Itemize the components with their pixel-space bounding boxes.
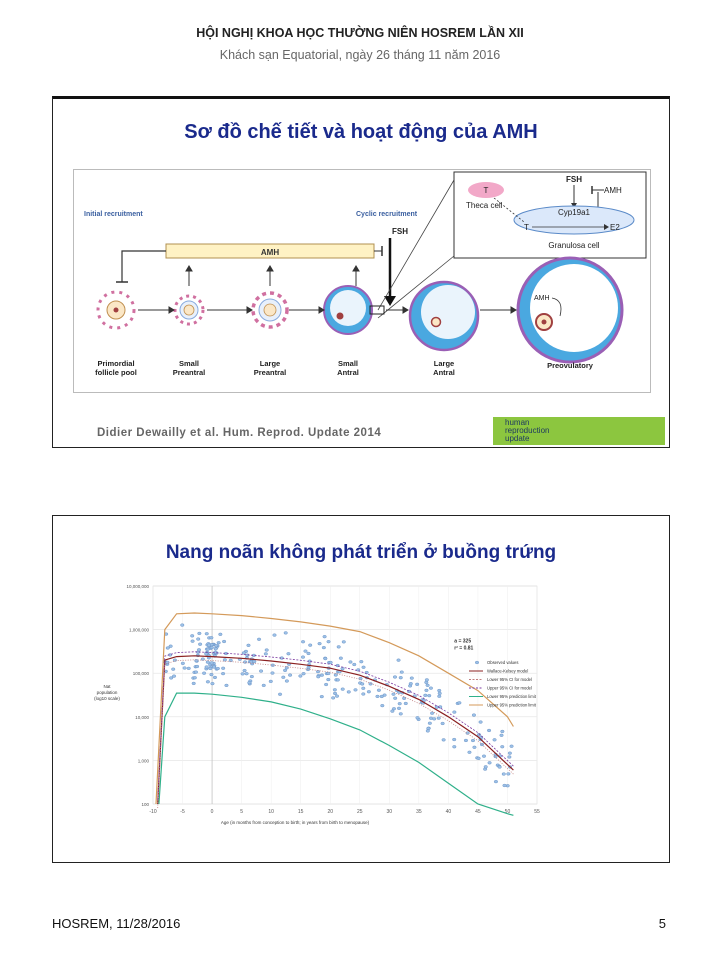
observed-point [404,702,408,705]
observed-point [250,675,254,678]
observed-point [216,667,220,670]
observed-point [333,688,337,691]
observed-point [335,695,339,698]
observed-point [282,676,286,679]
observed-point [219,633,223,636]
observed-point [500,734,504,737]
observed-point [397,659,401,662]
observed-point [225,684,229,687]
observed-point [429,717,433,720]
observed-point [393,676,397,679]
inset-fsh-label: FSH [566,175,582,184]
y-tick-label: 10,000,000 [126,584,149,589]
observed-point [210,646,214,649]
observed-point [367,690,371,693]
observed-point [205,632,209,635]
svg-text:Antral: Antral [433,368,455,377]
observed-point [380,695,384,698]
observed-point [377,689,381,692]
stage-label-small-antral: Small [337,359,359,368]
fsh-label: FSH [392,227,408,236]
preovulatory-follicle [518,258,622,362]
observed-point [507,772,511,775]
slide2-title: Nang noãn không phát triển ở buồng trứng [165,542,557,563]
amh-up-arrows [186,266,359,286]
legend-marker [475,661,479,664]
observed-point [428,722,432,725]
y-tick-label: 100 [141,802,149,807]
observed-point [327,678,331,681]
stage-label-large-preantral: Large [259,359,281,368]
observed-point [429,687,433,690]
granulosa-cell-label: Granulosa cell [548,241,600,250]
observed-point [198,643,202,646]
citation: Didier Dewailly et al. Hum. Reprod. Update 2014 [97,427,382,439]
observed-point [212,666,216,669]
observed-point [473,746,477,749]
x-tick-label: 10 [268,809,274,815]
x-tick-label: 45 [475,809,481,815]
svg-text:T: T [483,186,489,195]
observed-point [299,675,303,678]
legend-entry: Upper 95% CI for model [487,685,532,691]
observed-point [206,648,210,651]
observed-point [210,636,214,639]
observed-point [265,649,269,652]
observed-point [197,648,201,651]
observed-point [262,684,266,687]
observed-point [427,727,431,730]
x-tick-label: 20 [327,809,334,815]
observed-point [221,667,225,670]
observed-point [510,745,514,748]
observed-point [202,672,206,675]
observed-point [247,644,251,647]
observed-point [468,751,472,754]
observed-point [471,739,475,742]
svg-text:Preantral: Preantral [172,368,206,377]
observed-point [205,666,209,669]
observed-point [214,644,218,647]
observed-point [187,667,191,670]
observed-point [213,676,217,679]
observed-point [320,674,324,677]
observed-point [206,661,210,664]
observed-point [409,682,413,685]
y-axis-label-line1: Nat [103,684,111,689]
observed-point [183,667,187,670]
observed-point [415,683,419,686]
observed-point [222,640,226,643]
observed-point [320,695,324,698]
y-tick-label: 10,000 [135,714,149,720]
observed-point [441,722,445,725]
primordial-follicle [98,292,134,328]
observed-point [453,745,457,748]
x-tick-label: 50 [504,809,511,815]
observed-point [307,652,311,655]
observed-point [190,634,194,637]
x-tick-label: 25 [356,809,363,815]
observed-point [337,645,341,648]
x-tick-label: -5 [180,809,185,815]
observed-point [192,682,196,685]
observed-point [464,739,468,742]
observed-point [425,689,429,692]
slide-amh-diagram [52,96,670,448]
observed-point [362,666,366,669]
observed-point [324,683,328,686]
observed-point [393,697,397,700]
observed-point [361,687,365,690]
observed-point [494,780,498,783]
follicle-population-chart [67,580,540,832]
observed-point [191,640,195,643]
observed-point [316,675,320,678]
observed-point [324,657,328,660]
legend-entry: Observed values [487,660,519,665]
observed-point [376,695,380,698]
observed-point [180,624,184,627]
observed-point [269,680,273,683]
observed-point [208,667,212,670]
initial-recruitment-label: Initial recruitment [84,211,143,218]
observed-point [500,745,504,748]
observed-point [398,702,402,705]
observed-point [214,647,218,650]
observed-point [347,691,351,694]
observed-point [339,657,343,660]
observed-point [217,641,221,644]
observed-point [287,652,291,655]
observed-point [285,680,289,683]
y-tick-label: 1,000 [137,758,149,764]
observed-point [392,693,396,696]
observed-point [391,710,395,713]
observed-point [381,704,385,707]
inset-amh-label: AMH [604,186,622,195]
small-antral-follicle [324,286,384,334]
amh-diagram [73,169,651,393]
conference-title: HỘI NGHỊ KHOA HỌC THƯỜNG NIÊN HOSREM LẦN XII [196,26,524,40]
legend-entry: Lower 95% prediction limit [487,694,536,699]
observed-point [181,662,185,665]
observed-point [399,676,403,679]
observed-point [195,665,199,668]
observed-point [503,784,507,787]
observed-point [278,693,282,696]
observed-point [336,678,340,681]
x-tick-label: 55 [534,809,540,815]
observed-point [416,716,420,719]
observed-point [458,701,462,704]
x-tick-label: 40 [445,809,452,815]
large-preantral-follicle [253,293,287,327]
y-tick-label: 100,000 [132,671,149,677]
observed-point [241,672,245,675]
observed-point [430,712,434,715]
y-axis-label-line3: (log10 scale) [94,696,120,701]
observed-point [425,678,429,681]
observed-point [498,766,502,769]
large-antral-follicle [410,282,478,350]
observed-point [308,644,312,647]
x-tick-label: 15 [297,809,304,815]
cyclic-recruitment-label: Cyclic recruitment [356,211,418,218]
journal-logo: human reproduction update [493,417,665,445]
observed-point [329,661,333,664]
observed-point [204,652,208,655]
observed-point [323,635,327,638]
conference-subtitle: Khách sạn Equatorial, ngày 26 tháng 11 năm 2016 [219,48,501,62]
observed-point [359,677,363,680]
observed-point [252,660,256,663]
stage-label-small-preantral: Small [178,359,200,368]
observed-point [352,663,356,666]
x-tick-label: -10 [149,809,157,815]
y-axis-label-line2: population [96,690,118,695]
observed-point [196,638,200,641]
observed-point [354,688,358,691]
observed-point [438,692,442,695]
observed-point [508,752,512,755]
observed-point [194,671,198,674]
observed-point [482,755,486,758]
cyp19a1-label: Cyp19a1 [557,208,591,217]
observed-point [477,757,481,760]
observed-point [342,640,346,643]
observed-point [362,693,366,696]
observed-point [301,656,305,659]
observed-point [360,660,364,663]
observed-point [488,761,492,764]
x-tick-label: 35 [416,809,422,815]
observed-point [341,667,345,670]
observed-point [288,674,292,677]
legend-entry: Upper 95% prediction limit [487,702,536,708]
observed-point [472,714,476,717]
observed-point [248,681,252,684]
observed-point [322,646,326,649]
y-tick-label: 1,000,000 [128,627,149,633]
observed-point [284,631,288,634]
observed-point [198,632,202,635]
observed-point [399,712,403,715]
footer-text: HOSREM, 11/28/2016 [52,916,181,931]
slide-follicle-population [52,515,670,863]
observed-point [435,706,439,709]
observed-point [242,652,246,655]
observed-point [210,662,214,665]
observed-point [502,773,506,776]
observed-point [273,634,277,637]
svg-text:follicle pool: follicle pool [95,368,137,377]
observed-point [437,717,441,720]
theca-cell-label: Theca cell [466,201,503,210]
observed-point [331,696,335,699]
plot-area [153,586,537,804]
slide1-title: Sơ đồ chế tiết và hoạt động của AMH [184,121,538,143]
annotation-r2: r² = 0.81 [454,645,474,652]
stage-label-preovulatory: Preovulatory [547,361,593,370]
observed-point [400,671,404,674]
observed-point [437,689,441,692]
amh-bar-label: AMH [260,248,280,257]
e2-label: E2 [610,223,620,232]
observed-point [327,640,331,643]
stage-label-large-antral: Large [433,359,455,368]
observed-point [349,661,353,664]
observed-point [304,650,308,653]
small-preantral-follicle [175,296,203,324]
observed-point [333,692,337,695]
observed-point [426,684,430,687]
observed-point [479,721,483,724]
observed-point [341,688,345,691]
observed-point [172,675,176,678]
x-tick-label: 30 [386,809,393,815]
observed-point [410,677,414,680]
svg-text:T: T [524,223,529,232]
observed-point [243,661,247,664]
annotation-a: a = 325 [454,638,472,645]
amh-inhibition-line [122,251,166,282]
observed-point [487,729,491,732]
observed-point [493,738,497,741]
observed-point [221,672,225,675]
observed-point [283,669,287,672]
observed-point [245,672,249,675]
observed-point [264,652,268,655]
observed-point [453,711,457,714]
observed-point [302,672,306,675]
observed-point [307,666,311,669]
observed-point [207,644,211,647]
preovulatory-amh-label: AMH [534,295,550,302]
observed-point [169,645,173,648]
page-number: 5 [658,916,666,931]
legend-entry: Wallace-Kelsey model [487,668,529,674]
x-axis-label: Age (in months from conception to birth; in years from birth to menopause) [220,820,370,825]
observed-point [211,682,215,685]
observed-point [257,638,261,641]
x-tick-label: 0 [210,809,214,815]
legend-entry: Lower 95% CI for model [487,677,532,682]
x-tick-label: 5 [240,809,244,815]
observed-point [508,756,512,759]
observed-point [223,658,227,661]
svg-text:Antral: Antral [337,368,359,377]
observed-point [171,668,175,671]
observed-point [193,676,197,679]
observed-point [210,673,214,676]
observed-point [318,642,322,645]
observed-point [243,669,247,672]
observed-point [369,682,373,685]
observed-point [397,707,401,710]
observed-point [271,672,275,675]
observed-point [452,738,456,741]
observed-point [301,640,305,643]
observed-point [259,670,263,673]
observed-point [206,680,210,683]
observed-point [360,683,364,686]
observed-point [424,694,428,697]
observed-point [437,695,441,698]
observed-point [195,659,199,662]
stage-label-primordial: Primordial [97,359,135,368]
observed-point [427,694,431,697]
svg-text:Preantral: Preantral [253,368,287,377]
observed-point [501,730,505,733]
observed-point [442,738,446,741]
observed-point [484,765,488,768]
